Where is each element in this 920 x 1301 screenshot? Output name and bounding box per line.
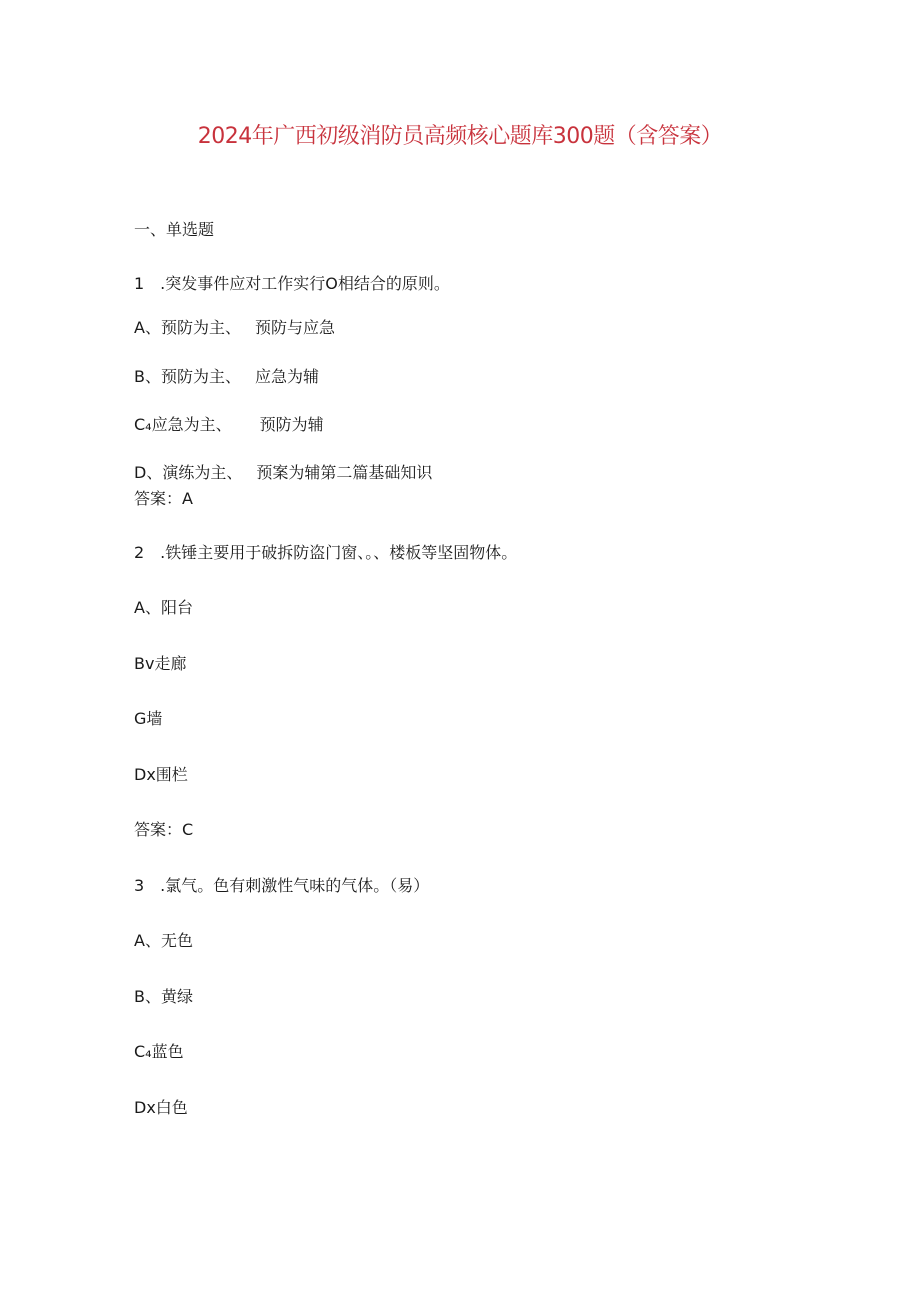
q2-option-b: Bv走廊 [134,654,187,673]
q1-option-a [134,317,335,339]
q3-option-b: B、黄绿 [134,987,193,1006]
q2-answer: 答案：C [134,820,194,839]
question-stem-3: 3 .氯气。色有刺激性气味的气体。（易） [134,876,430,895]
q3-option-d: Dx白色 [134,1098,188,1117]
q1-option-d [134,462,432,484]
q1-option-a-part2: 预防与应急 [254,318,335,337]
q1-option-b-part2: 应急为辅 [254,367,319,386]
question-stem-2: 2 .铁锤主要用于破拆防盗门窗、。、楼板等坚固物体。 [134,543,518,562]
q1-option-c [134,414,324,436]
q1-option-d-part1: D、演练为主、 [134,463,243,482]
section-heading: 一、单选题 [134,220,215,239]
q1-option-b-part1: B、预防为主、 [134,367,241,386]
q1-option-d-part2: 预案为辅第二篇基础知识 [256,463,433,482]
question-stem-1: 1 .突发事件应对工作实行O相结合的原则。 [134,274,450,293]
q1-option-c-part2: 预防为辅 [259,415,324,434]
q1-answer: 答案：A [134,489,193,508]
q3-option-a: A、无色 [134,931,193,950]
q2-option-c: G墙 [134,709,163,728]
document-title: 2024年广西初级消防员高频核心题库300题（含答案） [197,124,723,149]
q3-option-c: C₄蓝色 [134,1042,184,1061]
q1-option-b [134,366,319,388]
q1-option-c-part1: C₄应急为主、 [134,415,232,434]
q1-option-a-part1: A、预防为主、 [134,318,241,337]
q2-option-a: A、阳台 [134,598,193,617]
q2-option-d: Dx围栏 [134,765,188,784]
